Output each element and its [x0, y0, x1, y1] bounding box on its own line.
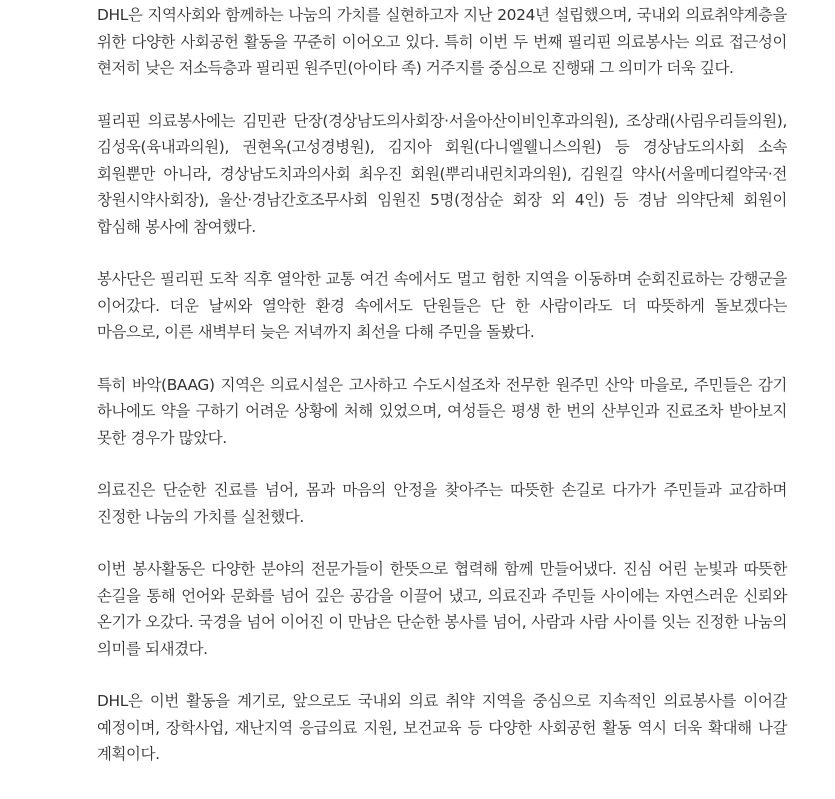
paragraph-medical-team: 의료진은 단순한 진료를 넘어, 몸과 마음의 안정을 찾아주는 따뜻한 손길로 다가가 주민들과 교감하며 진정한 나눔의 가치를 실천했다. — [97, 481, 787, 526]
paragraph-mobile-clinic: 봉사단은 필리핀 도착 직후 열악한 교통 여건 속에서도 멀고 험한 지역을 이동하며 순회진료하는 강행군을 이어갔다. 더운 날씨와 열악한 환경 속에서도 단원들은 단 한 사람이라도 더 따뜻하게 돌보겠다는 마음으로, 이른 새벽부터 늦은 저녁까지 최선을 다해 주민을 돌봤다. — [97, 270, 787, 341]
paragraph-baag-region: 특히 바악(BAAG) 지역은 의료시설은 고사하고 수도시설조차 전무한 원주민 산악 마을로, 주민들은 감기 하나에도 약을 구하기 어려운 상황에 처해 있었으며, 여성들은 평생 한 번의 산부인과 진료조차 받아보지 못한 경우가 많았다. — [97, 375, 787, 447]
paragraph-future-plans: DHL은 이번 활동을 계기로, 앞으로도 국내외 의료 취약 지역을 중심으로 지속적인 의료봉사를 이어갈 예정이며, 장학사업, 재난지역 응급의료 지원, 보건교육 등 다양한 사회공헌 활동 역시 더욱 확대해 나갈 계획이다. — [97, 692, 787, 763]
paragraph-volunteer-members: 필리핀 의료봉사에는 김민관 단장(경상남도의사회장·서울아산이비인후과의원), 조상래(사림우리들의원), 김성욱(육내과의원), 권현옥(고성경병원), 김지아 회원(다니엘웰니스의원) 등 경상남도의사회 소속 회원뿐만 아니라, 경상남도치과의사회 최우진 회원(뿌리내린치과의원), 김원길 약사(서울메디컬약국·전 창원시약사회장), 울산·경남간호조무사회 임원진 5명(정삼순 회장 외 4인) 등 경남 의약단체 회원이 합심해 봉사에 참여했다. — [97, 111, 787, 236]
paragraph-collaboration: 이번 봉사활동은 다양한 분야의 전문가들이 한뜻으로 협력해 함께 만들어냈다. 진심 어린 눈빛과 따뜻한 손길을 통해 언어와 문화를 넘어 깊은 공감을 이끌어 냈고, 의료진과 주민들 사이에는 자연스러운 신뢰와 온기가 오갔다. 국경을 넘어 이어진 이 만남은 단순한 봉사를 넘어, 사람과 사람 사이를 잇는 진정한 나눔의 의미를 되새겼다. — [97, 560, 787, 658]
paragraph-dhl-intro: DHL은 지역사회와 함께하는 나눔의 가치를 실현하고자 지난 2024년 설립했으며, 국내외 의료취약계층을 위한 다양한 사회공헌 활동을 꾸준히 이어오고 있다. 특히 이번 두 번째 필리핀 의료봉사는 의료 접근성이 현저히 낮은 저소득층과 필리핀 원주민(아이타 족) 거주지를 중심으로 진행돼 그 의미가 더욱 깊다. — [97, 6, 787, 77]
